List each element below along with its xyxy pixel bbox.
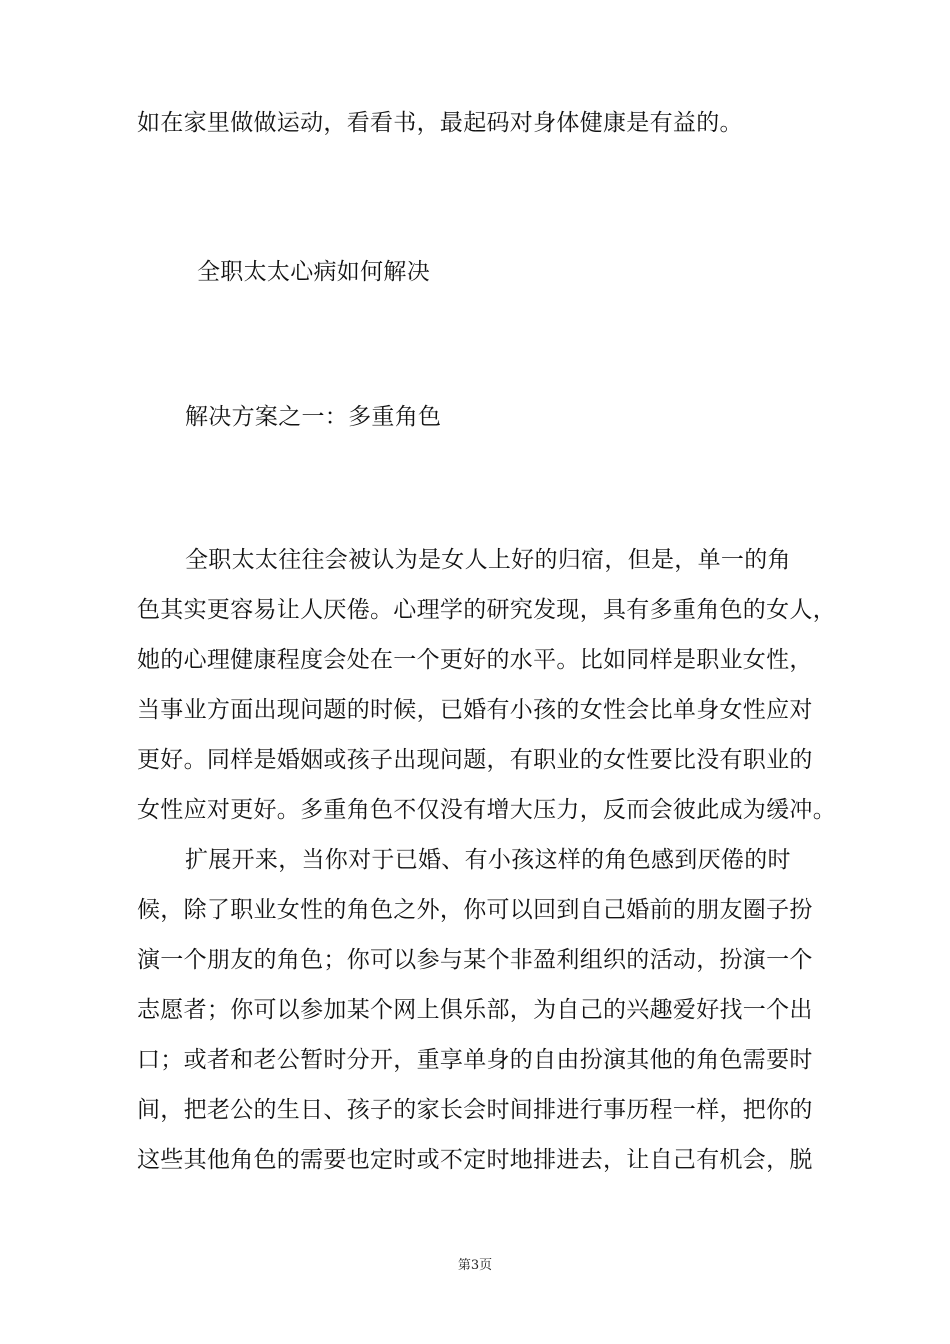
- paragraph-line: 候，除了职业女性的角色之外，你可以回到自己婚前的朋友圈子扮: [137, 897, 813, 923]
- paragraph-line: 全职太太往往会被认为是女人上好的归宿，但是，单一的角: [185, 547, 791, 573]
- paragraph-line: 更好。同样是婚姻或孩子出现问题，有职业的女性要比没有职业的: [137, 747, 813, 773]
- paragraph-line: 这些其他角色的需要也定时或不定时地排进去，让自己有机会，脱: [137, 1147, 813, 1173]
- paragraph-line: 志愿者；你可以参加某个网上俱乐部，为自己的兴趣爱好找一个出: [137, 997, 813, 1023]
- paragraph-line: 口；或者和老公暂时分开，重享单身的自由扮演其他的角色需要时: [137, 1047, 813, 1073]
- paragraph-line: 色其实更容易让人厌倦。心理学的研究发现，具有多重角色的女人，: [137, 597, 836, 623]
- paragraph-line: 演一个朋友的角色；你可以参与某个非盈利组织的活动，扮演一个: [137, 947, 813, 973]
- paragraph-line: 她的心理健康程度会处在一个更好的水平。比如同样是职业女性，: [137, 647, 813, 673]
- paragraph-line: 当事业方面出现问题的时候，已婚有小孩的女性会比单身女性应对: [137, 697, 813, 723]
- paragraph-line: 女性应对更好。多重角色不仅没有增大压力，反而会彼此成为缓冲。: [137, 797, 836, 823]
- section-title: 全职太太心病如何解决: [197, 259, 430, 285]
- intro-line: 如在家里做做运动，看看书，最起码对身体健康是有益的。: [137, 110, 743, 136]
- paragraph-line: 扩展开来，当你对于已婚、有小孩这样的角色感到厌倦的时: [185, 847, 791, 873]
- subsection-title: 解决方案之一：多重角色: [185, 404, 442, 430]
- page-number: 第3页: [457, 1258, 493, 1273]
- paragraph-line: 间，把老公的生日、孩子的家长会时间排进行事历程一样，把你的: [137, 1097, 813, 1123]
